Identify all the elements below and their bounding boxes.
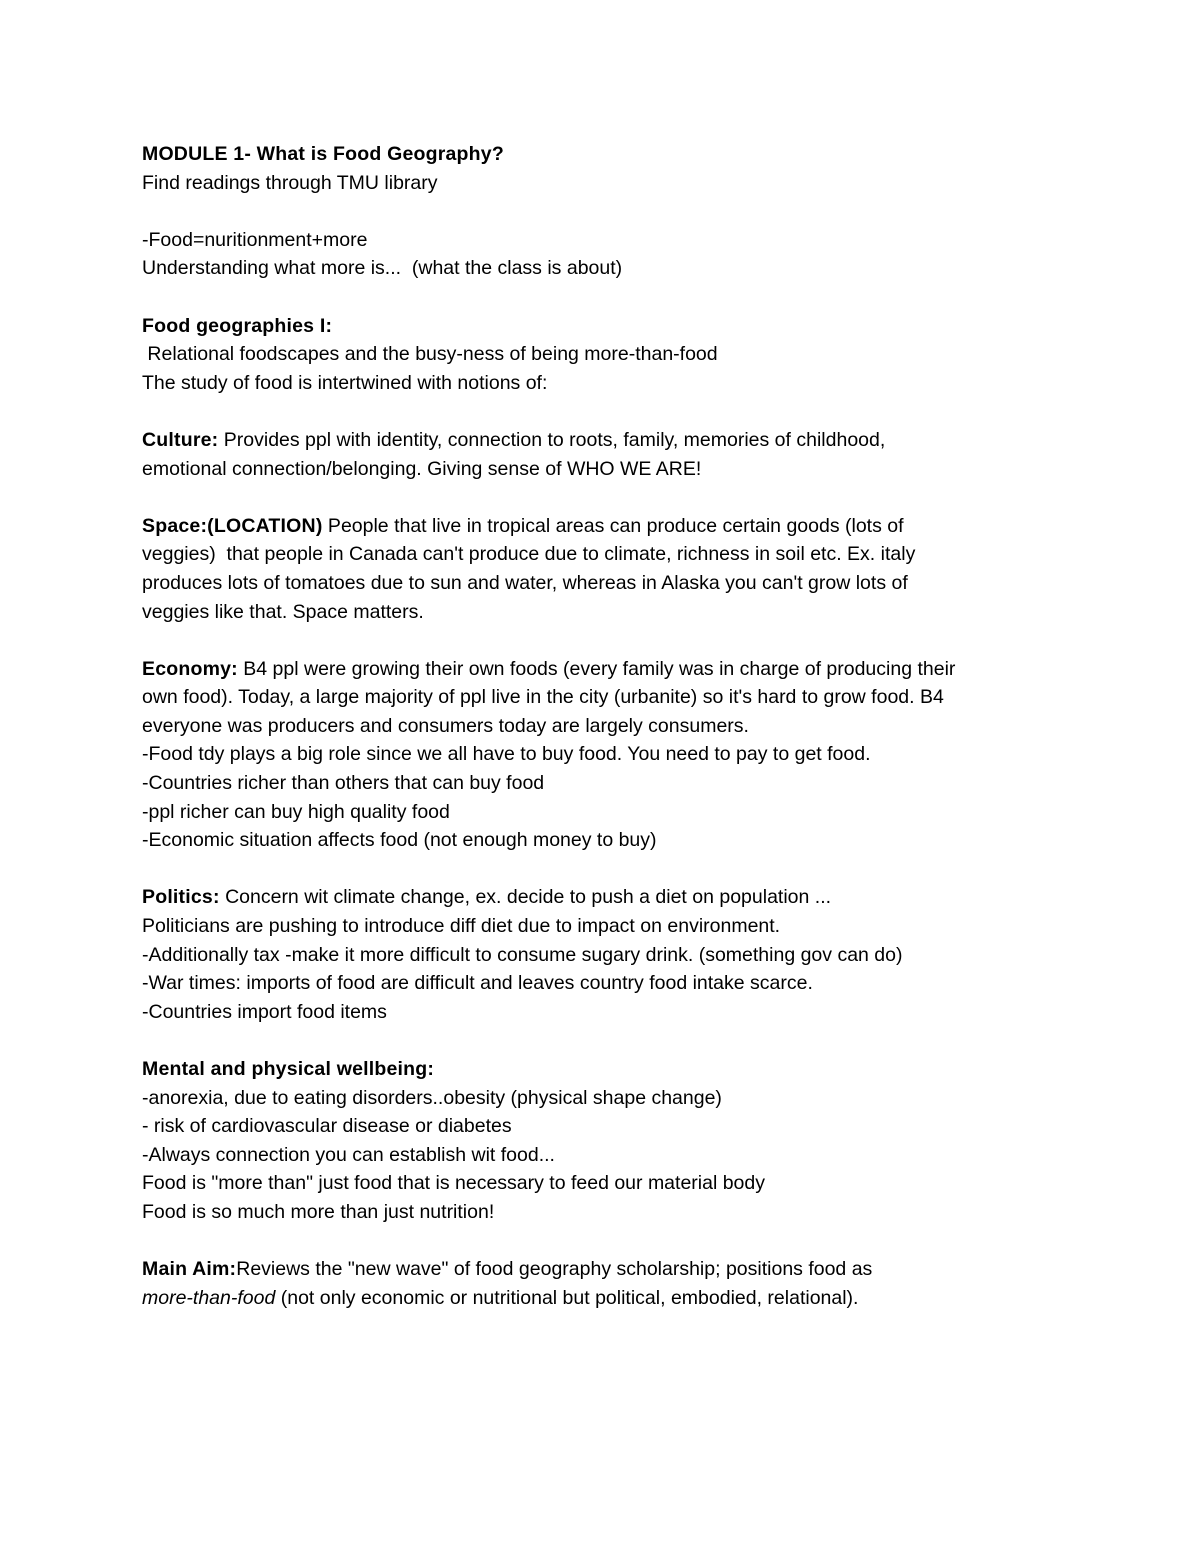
- culture-text: Provides ppl with identity, connection to roots, family, memories of childhood,: [218, 428, 886, 451]
- wellbeing-line: Food is "more than" just food that is necessary to feed our material body: [142, 1172, 766, 1195]
- wellbeing-line: -anorexia, due to eating disorders..obesity (physical shape change): [142, 1086, 722, 1109]
- spacer: [142, 1026, 1062, 1055]
- space-text-line: produces lots of tomatoes due to sun and water, whereas in Alaska you can't grow lots of: [142, 571, 908, 594]
- space-text-line: veggies like that. Space matters.: [142, 600, 424, 623]
- spacer: [142, 855, 1062, 884]
- economy-bullet: -Economic situation affects food (not enough money to buy): [142, 829, 657, 852]
- food-geographies-heading: Food geographies I:: [142, 314, 333, 337]
- spacer: [142, 626, 1062, 655]
- intro-line: Understanding what more is... (what the class is about): [142, 257, 623, 280]
- economy-text-line: own food). Today, a large majority of ppl live in the city (urbanite) so it's hard to grow food. B4: [142, 686, 944, 709]
- economy-bullet: -Food tdy plays a big role since we all have to buy food. You need to pay to get food.: [142, 743, 871, 766]
- spacer: [142, 1227, 1062, 1256]
- main-aim-paragraph: [142, 1255, 1062, 1284]
- economy-heading: Economy:: [142, 657, 238, 680]
- politics-line: -War times: imports of food are difficult and leaves country food intake scarce.: [142, 972, 813, 995]
- module-title: MODULE 1- What is Food Geography?: [142, 143, 504, 165]
- politics-line: Politicians are pushing to introduce diff diet due to impact on environment.: [142, 915, 781, 938]
- main-aim-heading: Main Aim:: [142, 1258, 237, 1281]
- spacer: [142, 397, 1062, 426]
- intro-line: -Food=nuritionment+more: [142, 228, 368, 251]
- politics-paragraph: [142, 883, 1062, 912]
- economy-text: B4 ppl were growing their own foods (every family was in charge of producing their: [237, 657, 956, 680]
- food-geographies-line: Relational foodscapes and the busy-ness of being more-than-food: [142, 343, 718, 366]
- economy-bullet: -Countries richer than others that can buy food: [142, 772, 545, 795]
- culture-text-line: emotional connection/belonging. Giving sense of WHO WE ARE!: [142, 457, 702, 480]
- space-text: People that live in tropical areas can produce certain goods (lots of: [322, 514, 904, 537]
- wellbeing-heading: Mental and physical wellbeing:: [142, 1058, 435, 1080]
- culture-paragraph: [142, 426, 1062, 455]
- economy-text-line: everyone was producers and consumers today are largely consumers.: [142, 714, 749, 737]
- wellbeing-line: Food is so much more than just nutrition!: [142, 1200, 495, 1223]
- politics-text: Concern wit climate change, ex. decide to push a diet on population ...: [219, 886, 832, 909]
- document-page: [142, 140, 1062, 1312]
- main-aim-italic: more-than-food: [142, 1286, 276, 1309]
- main-aim-line: [142, 1284, 1062, 1313]
- main-aim-text: Reviews the "new wave" of food geography scholarship; positions food as: [236, 1258, 873, 1281]
- space-text-line: veggies) that people in Canada can't produce due to climate, richness in soil etc. Ex. italy: [142, 543, 916, 566]
- food-geographies-line: The study of food is intertwined with notions of:: [142, 371, 548, 394]
- spacer: [142, 483, 1062, 512]
- economy-paragraph: [142, 655, 1062, 684]
- economy-bullet: -ppl richer can buy high quality food: [142, 800, 450, 823]
- culture-heading: Culture:: [142, 428, 219, 451]
- wellbeing-line: -Always connection you can establish wit food...: [142, 1143, 555, 1166]
- spacer: [142, 197, 1062, 226]
- politics-line: -Countries import food items: [142, 1000, 387, 1023]
- politics-line: -Additionally tax -make it more difficult to consume sugary drink. (something gov can do): [142, 943, 903, 966]
- politics-heading: Politics:: [142, 886, 220, 909]
- module-subtitle: Find readings through TMU library: [142, 171, 438, 194]
- main-aim-text-end: (not only economic or nutritional but political, embodied, relational).: [275, 1286, 859, 1309]
- wellbeing-line: - risk of cardiovascular disease or diabetes: [142, 1115, 512, 1138]
- space-paragraph: [142, 512, 1062, 541]
- spacer: [142, 283, 1062, 312]
- space-heading: Space:(LOCATION): [142, 514, 323, 537]
